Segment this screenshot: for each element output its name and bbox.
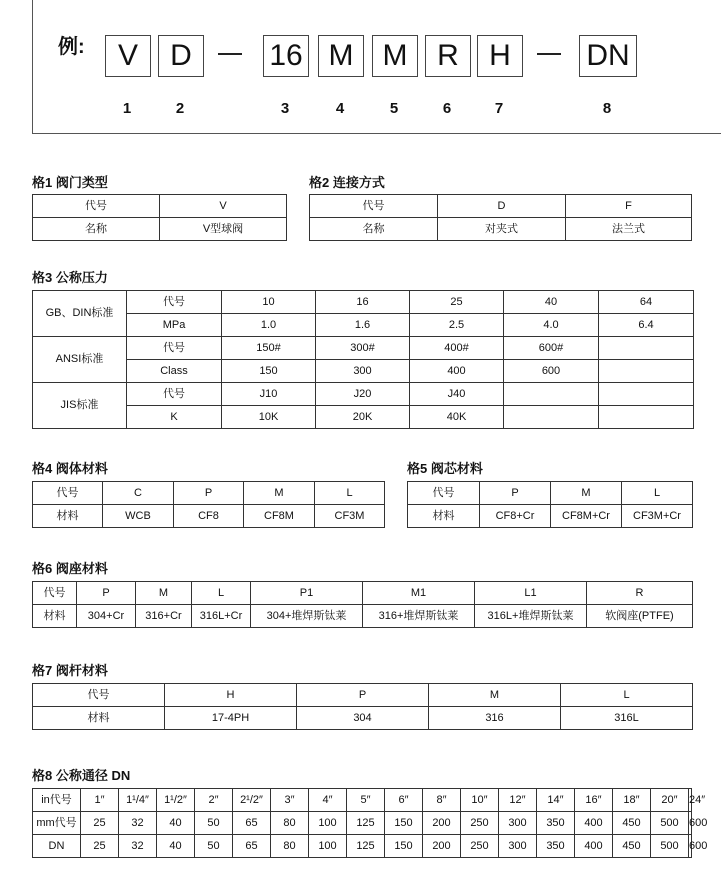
table-cell: 50 (195, 812, 233, 835)
table-cell: 名称 (33, 218, 160, 241)
table-cell: 300 (316, 360, 410, 383)
g7-title: 格7 阀杆材料 (32, 663, 108, 678)
table-cell: M (429, 684, 561, 707)
table-cell: 300 (499, 835, 537, 858)
table-cell: 316L+堆焊斯钛莱 (475, 605, 587, 628)
table-cell: 316+Cr (136, 605, 192, 628)
table-cell: 350 (537, 835, 575, 858)
table-row (33, 789, 692, 812)
table-cell: 18″ (613, 789, 651, 812)
table-cell: 2¹/2″ (233, 789, 271, 812)
table-cell: 32 (119, 812, 157, 835)
g3-title: 格3 公称压力 (32, 270, 108, 285)
g6-table (32, 581, 693, 628)
table-cell: L (561, 684, 693, 707)
table-cell: 65 (233, 812, 271, 835)
table-cell: 600 (689, 835, 692, 858)
g8-table (32, 788, 708, 858)
table-cell: 400 (575, 835, 613, 858)
g4-table (32, 481, 385, 528)
table-row (33, 360, 694, 383)
g2-table (309, 194, 692, 241)
table-cell: 法兰式 (566, 218, 692, 241)
position-8: 8 (602, 100, 612, 117)
table-cell: WCB (103, 505, 174, 528)
table-cell: 2″ (195, 789, 233, 812)
table-cell: 1¹/2″ (157, 789, 195, 812)
table-cell: 2.5 (410, 314, 504, 337)
table-cell (599, 360, 694, 383)
table-cell (504, 383, 599, 406)
table-cell: 代号 (33, 582, 77, 605)
table-row (33, 582, 693, 605)
table-cell: J40 (410, 383, 504, 406)
table-cell: P (480, 482, 551, 505)
table-cell: 304+Cr (77, 605, 136, 628)
table-cell: 1.0 (222, 314, 316, 337)
position-6: 6 (442, 100, 452, 117)
table-cell: 450 (613, 835, 651, 858)
table-cell: J20 (316, 383, 410, 406)
table-cell: 代号 (127, 291, 222, 314)
example-label: 例: (58, 36, 85, 58)
table-cell: 10 (222, 291, 316, 314)
table-cell: 150# (222, 337, 316, 360)
table-cell: 32 (119, 835, 157, 858)
table-cell: 16″ (575, 789, 613, 812)
table-cell: 4″ (309, 789, 347, 812)
table-cell: 1″ (81, 789, 119, 812)
g5-title: 格5 阀芯材料 (407, 461, 483, 476)
table-cell: DN (33, 835, 81, 858)
g3-group-ansi: ANSI标准 (33, 337, 127, 383)
g4-title: 格4 阀体材料 (32, 461, 108, 476)
table-cell: M (244, 482, 315, 505)
table-row (33, 482, 385, 505)
table-row (33, 337, 694, 360)
table-cell: P (297, 684, 429, 707)
table-row (33, 314, 694, 337)
table-cell: 代号 (33, 482, 103, 505)
table-cell: 150 (385, 812, 423, 835)
position-2: 2 (175, 100, 185, 117)
table-cell: 40 (157, 835, 195, 858)
table-cell: 12″ (499, 789, 537, 812)
table-cell: mm代号 (33, 812, 81, 835)
table-cell: 40K (410, 406, 504, 429)
table-cell: 3″ (271, 789, 309, 812)
table-cell: L (192, 582, 251, 605)
code-box-4: M (318, 35, 364, 77)
table-cell: 17-4PH (165, 707, 297, 730)
code-box-8: DN (579, 35, 637, 77)
table-cell: V型球阀 (160, 218, 287, 241)
table-cell: 400 (410, 360, 504, 383)
table-cell: 代号 (310, 195, 438, 218)
table-cell: R (587, 582, 693, 605)
table-cell: 150 (385, 835, 423, 858)
table-cell: 450 (613, 812, 651, 835)
table-cell: M (136, 582, 192, 605)
table-row (33, 684, 693, 707)
table-cell: 6.4 (599, 314, 694, 337)
table-cell: 16 (316, 291, 410, 314)
code-box-3: 16 (263, 35, 309, 77)
code-box-2: D (158, 35, 204, 77)
dash-1 (218, 53, 242, 55)
table-cell: 316L+Cr (192, 605, 251, 628)
table-cell: 材料 (33, 707, 165, 730)
table-row (33, 707, 693, 730)
table-cell: V (160, 195, 287, 218)
table-cell: 材料 (408, 505, 480, 528)
table-cell: CF8M (244, 505, 315, 528)
table-cell: 64 (599, 291, 694, 314)
table-cell: 对夹式 (438, 218, 566, 241)
position-1: 1 (122, 100, 132, 117)
table-cell: 代号 (127, 337, 222, 360)
table-cell: 代号 (408, 482, 480, 505)
table-cell: 500 (651, 835, 689, 858)
table-cell: F (566, 195, 692, 218)
table-cell: 300 (499, 812, 537, 835)
code-box-6: R (425, 35, 471, 77)
position-3: 3 (280, 100, 290, 117)
table-cell: L1 (475, 582, 587, 605)
table-cell: 25 (81, 835, 119, 858)
table-cell: 代号 (33, 684, 165, 707)
table-cell: 1.6 (316, 314, 410, 337)
table-cell: Class (127, 360, 222, 383)
table-cell: P1 (251, 582, 363, 605)
table-cell: CF3M+Cr (622, 505, 693, 528)
table-cell: 200 (423, 835, 461, 858)
table-cell: P (174, 482, 244, 505)
table-cell: 24″ (689, 789, 692, 812)
table-cell: C (103, 482, 174, 505)
table-cell (504, 406, 599, 429)
table-cell: 400# (410, 337, 504, 360)
table-cell: 代号 (127, 383, 222, 406)
table-cell: 25 (410, 291, 504, 314)
table-cell: 软阀座(PTFE) (587, 605, 693, 628)
table-row (33, 605, 693, 628)
table-row (310, 195, 692, 218)
table-cell (599, 406, 694, 429)
table-cell: 6″ (385, 789, 423, 812)
table-cell: 50 (195, 835, 233, 858)
code-box-1: V (105, 35, 151, 77)
table-cell: L (622, 482, 693, 505)
table-cell: 300# (316, 337, 410, 360)
table-cell: 200 (423, 812, 461, 835)
table-cell: 4.0 (504, 314, 599, 337)
g7-table (32, 683, 693, 730)
table-cell: 100 (309, 835, 347, 858)
g5-table (407, 481, 693, 528)
table-row (33, 218, 287, 241)
code-box-7: H (477, 35, 523, 77)
table-cell: P (77, 582, 136, 605)
table-row (33, 406, 694, 429)
table-cell: 8″ (423, 789, 461, 812)
table-row (33, 383, 694, 406)
table-cell: L (315, 482, 385, 505)
table-cell: 20K (316, 406, 410, 429)
code-box-5: M (372, 35, 418, 77)
table-cell: in代号 (33, 789, 81, 812)
table-cell: M1 (363, 582, 475, 605)
table-cell: 10″ (461, 789, 499, 812)
table-cell: 材料 (33, 505, 103, 528)
table-cell: 304 (297, 707, 429, 730)
table-cell: 14″ (537, 789, 575, 812)
table-cell (599, 337, 694, 360)
table-cell: 80 (271, 812, 309, 835)
table-cell: 1¹/4″ (119, 789, 157, 812)
table-row (33, 291, 694, 314)
table-cell: D (438, 195, 566, 218)
table-row (408, 482, 693, 505)
table-cell: 600# (504, 337, 599, 360)
g1-table (32, 194, 287, 241)
table-cell: 600 (689, 812, 692, 835)
table-row (310, 218, 692, 241)
table-cell: MPa (127, 314, 222, 337)
table-cell: 40 (157, 812, 195, 835)
table-cell: 316L (561, 707, 693, 730)
dash-2 (537, 53, 561, 55)
table-cell: 10K (222, 406, 316, 429)
table-cell: CF8+Cr (480, 505, 551, 528)
table-row (33, 195, 287, 218)
table-cell: 65 (233, 835, 271, 858)
table-cell: 125 (347, 812, 385, 835)
table-cell: 20″ (651, 789, 689, 812)
table-row (408, 505, 693, 528)
table-row (33, 812, 692, 835)
table-cell: 500 (651, 812, 689, 835)
table-cell: 40 (504, 291, 599, 314)
g8-title: 格8 公称通径 DN (32, 768, 131, 783)
g3-group-jis: JIS标准 (33, 383, 127, 429)
table-cell: CF8 (174, 505, 244, 528)
table-cell: 80 (271, 835, 309, 858)
table-cell: 5″ (347, 789, 385, 812)
g1-title: 格1 阀门类型 (32, 175, 108, 190)
table-cell (599, 383, 694, 406)
g3-group-gb-din: GB、DIN标准 (33, 291, 127, 337)
position-5: 5 (389, 100, 399, 117)
table-row (33, 835, 692, 858)
table-cell: K (127, 406, 222, 429)
g6-title: 格6 阀座材料 (32, 561, 108, 576)
table-cell: CF8M+Cr (551, 505, 622, 528)
table-cell: M (551, 482, 622, 505)
table-cell: 600 (504, 360, 599, 383)
table-row (33, 505, 385, 528)
table-cell: 316 (429, 707, 561, 730)
position-4: 4 (335, 100, 345, 117)
table-cell: H (165, 684, 297, 707)
table-cell: 250 (461, 812, 499, 835)
table-cell: 名称 (310, 218, 438, 241)
table-cell: 304+堆焊斯钛莱 (251, 605, 363, 628)
table-cell: 25 (81, 812, 119, 835)
table-cell: 代号 (33, 195, 160, 218)
table-cell: 350 (537, 812, 575, 835)
table-cell: CF3M (315, 505, 385, 528)
table-cell: 316+堆焊斯钛莱 (363, 605, 475, 628)
g3-table (32, 290, 694, 429)
table-cell: J10 (222, 383, 316, 406)
table-cell: 250 (461, 835, 499, 858)
table-cell: 150 (222, 360, 316, 383)
g2-title: 格2 连接方式 (309, 175, 385, 190)
table-cell: 材料 (33, 605, 77, 628)
table-cell: 100 (309, 812, 347, 835)
table-cell: 400 (575, 812, 613, 835)
position-7: 7 (494, 100, 504, 117)
table-cell: 125 (347, 835, 385, 858)
